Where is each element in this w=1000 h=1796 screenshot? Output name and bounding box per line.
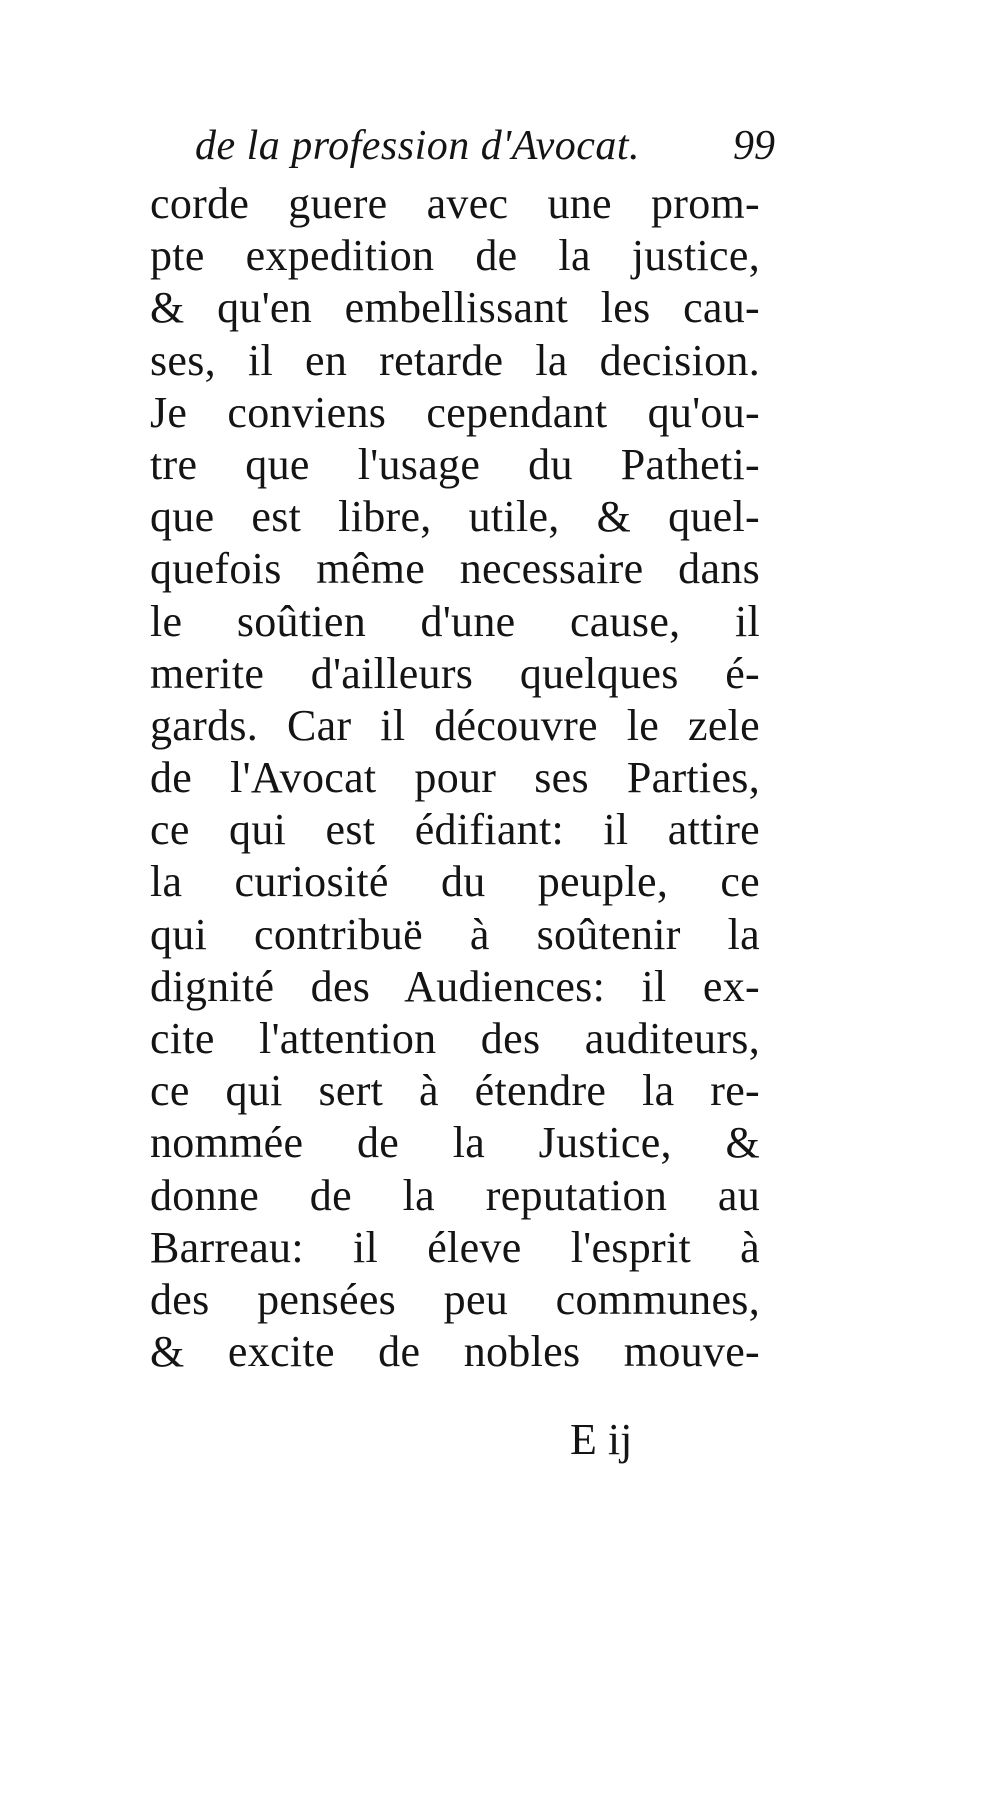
running-title: de la profession d'Avocat. (195, 123, 641, 169)
text-line: des pensées peu communes, (150, 1274, 760, 1324)
body-text (150, 178, 760, 1378)
text-line: donne de la reputation au (150, 1170, 760, 1220)
text-line: la curiosité du peuple, ce (150, 857, 760, 907)
text-line: ses, il en retarde la decision. (150, 335, 760, 385)
text-line: pte expedition de la justice, (150, 231, 760, 281)
text-line: Je conviens cependant qu'ou- (150, 387, 760, 437)
text-line: Barreau: il éleve l'esprit à (150, 1222, 760, 1272)
page-number: 99 (733, 123, 775, 169)
text-line: de l'Avocat pour ses Parties, (150, 753, 760, 803)
text-line: cite l'attention des auditeurs, (150, 1014, 760, 1063)
text-line: qui contribuë à soûtenir la (150, 909, 760, 959)
text-line: nommée de la Justice, & (150, 1118, 760, 1168)
signature-mark: E ij (570, 1415, 633, 1464)
text-line: merite d'ailleurs quelques é- (150, 648, 760, 698)
text-line: ce qui est édifiant: il attire (150, 805, 760, 855)
text-line: corde guere avec une prom- (150, 179, 760, 228)
text-line: le soûtien d'une cause, il (150, 596, 760, 646)
text-line: & qu'en embellissant les cau- (150, 283, 760, 333)
text-line: que est libre, utile, & quel- (150, 492, 760, 542)
running-head (195, 118, 775, 174)
text-line: tre que l'usage du Patheti- (150, 439, 760, 489)
text-line: dignité des Audiences: il ex- (150, 961, 760, 1011)
text-line: ce qui sert à étendre la re- (150, 1066, 760, 1116)
text-line: gards. Car il découvre le zele (150, 700, 760, 750)
text-line: & excite de nobles mouve- (150, 1327, 760, 1377)
text-line: quefois même necessaire dans (150, 544, 760, 594)
